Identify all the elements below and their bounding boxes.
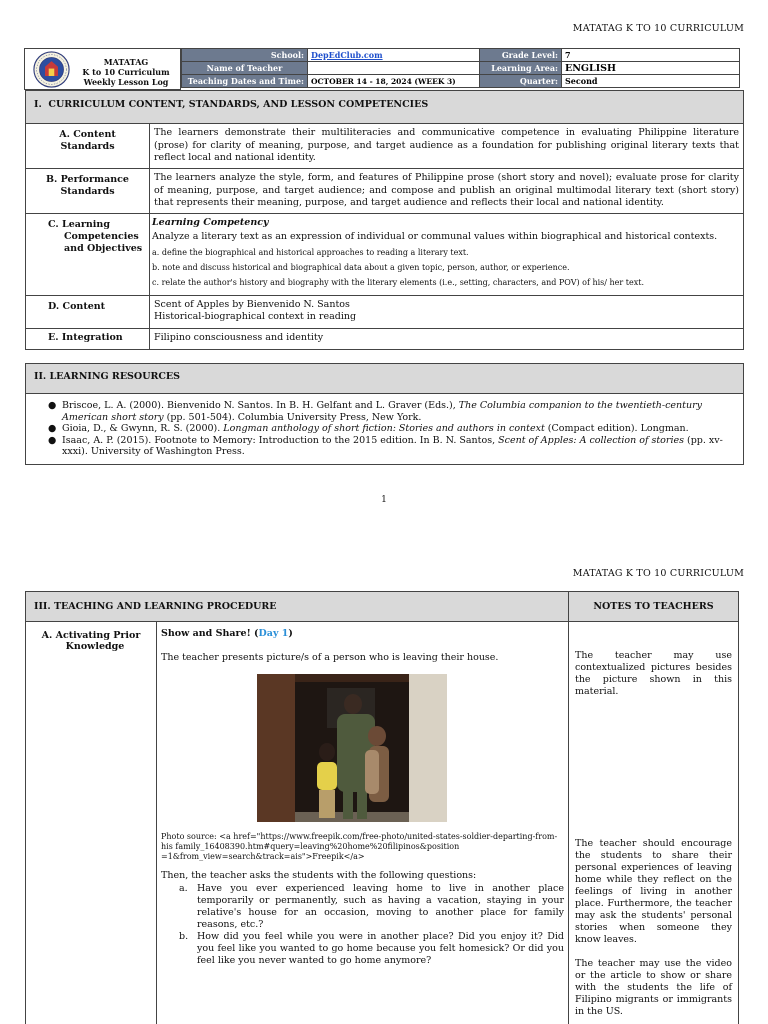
notes-header: NOTES TO TEACHERS	[569, 592, 739, 622]
then-text: Then, the teacher asks the students with the following questions:	[161, 870, 477, 881]
label-line: and Objectives	[64, 242, 143, 254]
question-text: Have you ever experienced leaving home to live in another place temporarily or permanently, such as having a vacation, staying in your relative's house for an occasion, moving to another place for family reasons, etc.?	[197, 883, 564, 930]
resources-cell	[26, 394, 744, 465]
deped-seal-icon	[33, 51, 70, 88]
resource-text: Isaac, A. P. (2015). Footnote to Memory: Introduction to the 2015 edition. In B. N. Santos,	[62, 434, 499, 446]
label-line: A. Activating Prior	[41, 630, 141, 641]
resource-title: Scent of Apples: A collection of stories	[498, 434, 684, 446]
bullet-icon: ●	[48, 400, 57, 411]
logo-line-3: Weekly Lesson Log	[83, 77, 169, 87]
question-a	[179, 883, 564, 931]
competency-heading: Learning Competency	[152, 216, 269, 228]
school-link[interactable]: DepEdClub.com	[311, 50, 383, 60]
procedure-header: III. TEACHING AND LEARNING PROCEDURE	[26, 592, 569, 622]
resource-text: (Compact edition). Longman.	[544, 423, 689, 434]
procedure-cell	[157, 622, 569, 1024]
question-text: How did you feel while you were in another place? Did you enjoy it? Did you feel like you wanted to go home because you felt homesick? Or did you feel like you never wanted to go home anymore?	[197, 931, 564, 966]
question-marker: a.	[179, 883, 188, 894]
resource-item	[48, 435, 743, 458]
content-line-2: Historical-biographical context in reading	[154, 311, 357, 322]
activity-title-close: )	[288, 628, 293, 639]
bullet-icon: ●	[48, 434, 57, 446]
teacher-value	[308, 62, 480, 75]
learning-competencies-cell	[150, 213, 744, 295]
content-label: D. Content	[26, 295, 150, 328]
resource-item	[48, 423, 743, 435]
question-b	[179, 931, 564, 967]
integration-text: Filipino consciousness and identity	[150, 328, 744, 349]
section-1-number: I.	[34, 99, 42, 110]
page-number: 1	[381, 495, 387, 505]
note-2: The teacher should encourage the students to share their personal experiences of leaving home while they reflect on the feelings of living in another place. Furthermore, the teacher may ask the students' personal stories when someone they know leaves.	[575, 838, 732, 945]
dates-value: OCTOBER 14 - 18, 2024 (WEEK 3)	[308, 75, 480, 88]
section-1-title: CURRICULUM CONTENT, STANDARDS, AND LESSON COMPETENCIES	[48, 99, 429, 110]
label-line: A. Content	[59, 129, 116, 140]
content-standards-text: The learners demonstrate their multiliteracies and communicative competence in evaluating Philippine literature (prose) for clarity of meaning, purpose, and target audience as a foundation for publishing original literary texts that reflect local and national identity.	[150, 124, 744, 169]
label-line: Competencies	[64, 230, 139, 242]
quarter-value: Second	[562, 75, 740, 88]
section-1-header	[26, 91, 744, 124]
resource-text: Briscoe, L. A. (2000). Bienvenido N. Santos. In B. H. Gelfant and L. Graver (Eds.),	[62, 400, 459, 411]
resource-text: (pp. xv- xxxi). University of Washington Press.	[62, 434, 723, 457]
performance-standards-label	[26, 169, 150, 214]
quarter-label: Quarter:	[480, 75, 562, 88]
label-line: Knowledge	[65, 641, 125, 652]
content-standards-label	[26, 124, 150, 169]
content-cell	[150, 295, 744, 328]
activity-title	[161, 628, 564, 640]
intro-text: The teacher presents picture/s of a person who is leaving their house.	[161, 652, 499, 663]
logo-box	[24, 48, 181, 90]
question-list	[161, 883, 564, 967]
label-line: Standards	[60, 141, 115, 152]
activity-title-text: Show and Share! (	[161, 628, 259, 639]
objective-c: c. relate the author's history and biography with the literary elements (i.e., setting, characters, and POV) of his/ her text.	[152, 277, 644, 287]
label-line: C. Learning	[48, 218, 110, 230]
performance-standards-text: The learners analyze the style, form, and features of Philippine prose (short story and novel); evaluate prose for clarity of meaning, purpose, and target audience; and compose and publish an original multimodal literary text (short story) that represents their meaning, purpose, and target audience and reflects their local and national identity.	[150, 169, 744, 214]
logo-line-1: MATATAG	[103, 57, 149, 67]
teaching-procedure-table	[25, 591, 739, 1024]
school-label: School:	[182, 49, 308, 62]
notes-cell	[569, 622, 739, 1024]
curriculum-section-table	[25, 90, 744, 350]
grade-value: 7	[562, 49, 740, 62]
resource-text: (pp. 501-504). Columbia University Press, New York.	[163, 411, 422, 423]
learning-resources-table	[25, 363, 744, 465]
competency-text: Analyze a literary text as an expression of individual or communal values within biographical and historical contexts.	[152, 231, 718, 242]
question-marker: b.	[179, 931, 189, 942]
grade-label: Grade Level:	[480, 49, 562, 62]
lesson-info-table	[181, 48, 740, 88]
resource-text: Gioia, D., & Gwynn, R. S. (2000).	[62, 423, 224, 434]
area-value: ENGLISH	[562, 62, 740, 75]
resource-item	[48, 400, 743, 423]
curriculum-header-page-2: MATATAG K TO 10 CURRICULUM	[572, 568, 744, 579]
label-line: B. Performance	[46, 174, 129, 185]
note-1: The teacher may use contextualized pictures besides the picture shown in this material.	[575, 650, 732, 697]
family-hug-photo	[257, 674, 447, 822]
day-label: Day 1	[258, 628, 289, 639]
resource-title: Longman anthology of short fiction: Stories and authors in context	[223, 423, 545, 434]
objective-a: a. define the biographical and historical approaches to reading a literary text.	[152, 247, 469, 257]
teacher-label: Name of Teacher	[182, 62, 308, 75]
bullet-icon: ●	[48, 423, 57, 434]
resource-title: The Columbia companion to the twentieth-century American short story	[62, 400, 703, 423]
objective-b: b. note and discuss historical and biographical data about a given topic, person, author, or experience.	[152, 262, 570, 272]
note-3: The teacher may use the video or the article to show or share with the students the life of Filipino migrants or immigrants in the US.	[575, 958, 732, 1017]
curriculum-header: MATATAG K TO 10 CURRICULUM	[572, 23, 744, 34]
photo-source: Photo source: <a href="https://www.freepik.com/free-photo/united-states-soldier-departing-from-his family_16408390.htm#query=leaving%20home%20filipinos&position =1&from_view=search&track=ais">Freepik</a>	[161, 832, 558, 861]
logo-line-2: K to 10 Curriculum	[82, 67, 170, 77]
content-line-1: Scent of Apples by Bienvenido N. Santos	[154, 298, 350, 310]
activating-knowledge-label	[26, 622, 157, 1024]
learning-competencies-label	[26, 213, 150, 295]
integration-label: E. Integration	[26, 328, 150, 349]
section-2-header: II. LEARNING RESOURCES	[26, 364, 744, 394]
resources-list	[26, 394, 743, 464]
area-label: Learning Area:	[480, 62, 562, 75]
label-line: Standards	[60, 186, 115, 197]
dates-label: Teaching Dates and Time:	[182, 75, 308, 88]
